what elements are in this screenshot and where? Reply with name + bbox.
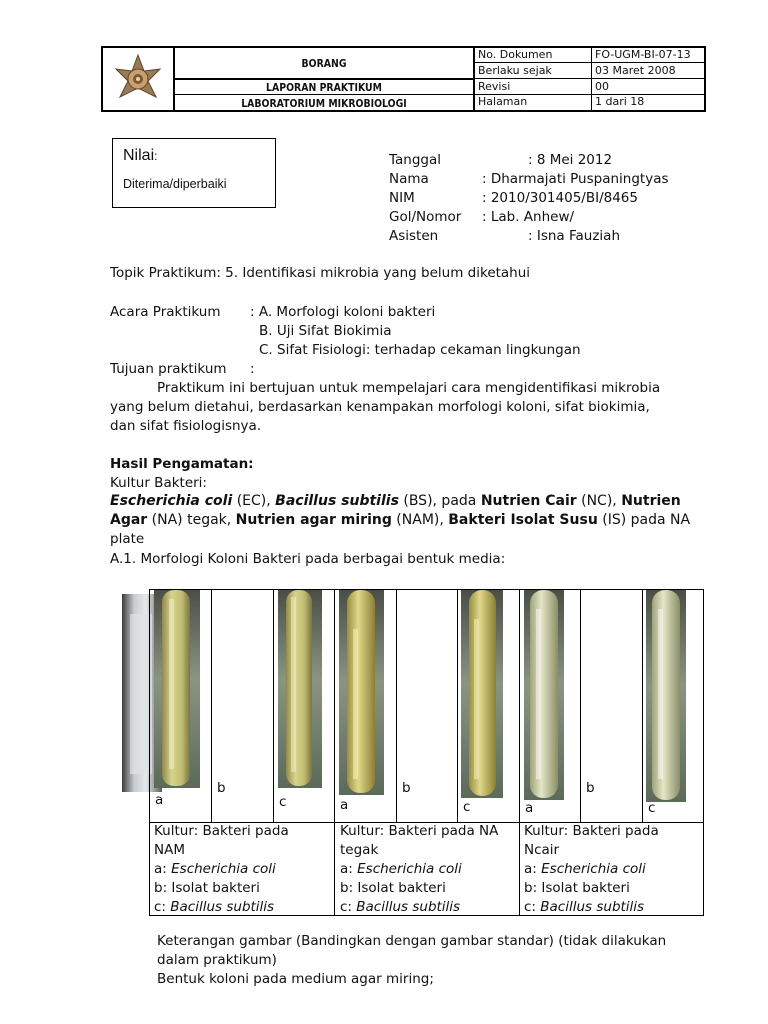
- results-heading: Hasil Pengamatan:: [110, 456, 254, 472]
- tube-label-nc-c: c: [648, 800, 656, 816]
- page-value: 1 dari 18: [595, 95, 645, 108]
- culture-figure-table: [149, 589, 704, 916]
- assistant-value: : Isna Fauziah: [528, 228, 620, 244]
- grade-box: [112, 138, 276, 208]
- assistant-label: Asisten: [389, 228, 439, 244]
- culture-line3: plate: [110, 531, 145, 547]
- practicum-agenda-b: B. Uji Sifat Biokimia: [259, 323, 392, 339]
- group-value: : Lab. Anhew/: [482, 209, 575, 225]
- practicum-agenda-a: : A. Morfologi koloni bakteri: [250, 304, 436, 320]
- note-line1: Keterangan gambar (Bandingkan dengan gambar standar) (tidak dilakukan: [157, 933, 667, 949]
- nim-label: NIM: [389, 190, 415, 206]
- practicum-goal-colon: :: [250, 361, 255, 377]
- note-line3: Bentuk koloni pada medium agar miring;: [157, 971, 434, 987]
- practicum-goal-line2: yang belum dietahui, berdasarkan kenampakan morfologi koloni, sifat biokimia,: [110, 399, 650, 415]
- nim-value: : 2010/301405/BI/8465: [482, 190, 638, 206]
- page-label: Halaman: [478, 95, 528, 108]
- valid-since-value: 03 Maret 2008: [595, 64, 676, 77]
- practicum-agenda-label: Acara Praktikum: [110, 304, 221, 320]
- note-line2: dalam praktikum): [157, 952, 277, 968]
- grade-label: Nilai: [123, 147, 155, 164]
- revision-label: Revisi: [478, 80, 511, 93]
- practicum-goal-label: Tujuan praktikum: [110, 361, 227, 377]
- doc-number-label: No. Dokumen: [478, 48, 553, 61]
- caption-na-tegak: Kultur: Bakteri pada NA tegak a: Escherichia coli b: Isolat bakteri c: Bacillus subtilis: [340, 823, 499, 915]
- culture-label: Kultur Bakteri:: [110, 475, 207, 491]
- doc-number-value: FO-UGM-BI-07-13: [595, 48, 691, 61]
- culture-line2: Agar (NA) tegak, Nutrien agar miring (NAM), Bakteri Isolat Susu (IS) pada NA: [110, 512, 691, 528]
- grade-colon: :: [154, 149, 158, 163]
- revision-value: 00: [595, 80, 609, 93]
- tube-label-na-b: b: [402, 780, 411, 796]
- figure-a1-title: A.1. Morfologi Koloni Bakteri pada berbagai bentuk media:: [110, 551, 506, 567]
- document-header-table: [101, 46, 706, 112]
- group-label: Gol/Nomor: [389, 209, 462, 225]
- valid-since-label: Berlaku sejak: [478, 64, 552, 77]
- tube-label-nam-a: a: [155, 792, 164, 808]
- tube-label-na-a: a: [340, 797, 349, 813]
- name-value: : Dharmajati Puspaningtyas: [482, 171, 669, 187]
- tube-label-nc-b: b: [586, 780, 595, 796]
- practicum-topic: Topik Praktikum: 5. Identifikasi mikrobia yang belum diketahui: [110, 265, 531, 281]
- tube-label-nc-a: a: [525, 800, 534, 816]
- header-title-laporan: LAPORAN PRAKTIKUM: [266, 81, 382, 94]
- practicum-goal-line3: dan sifat fisiologisnya.: [110, 418, 262, 434]
- tube-photos: [149, 589, 704, 822]
- practicum-goal-line1: Praktikum ini bertujuan untuk mempelajari cara mengidentifikasi mikrobia: [157, 380, 661, 396]
- caption-ncair: Kultur: Bakteri pada Ncair a: Escherichia coli b: Isolat bakteri c: Bacillus subtilis: [524, 823, 659, 915]
- caption-nam: Kultur: Bakteri pada NAM a: Escherichia coli b: Isolat bakteri c: Bacillus subtilis: [154, 823, 289, 915]
- tube-label-na-c: c: [463, 799, 471, 815]
- tube-label-nam-c: c: [279, 794, 287, 810]
- date-label: Tanggal: [389, 152, 442, 168]
- tube-label-nam-b: b: [217, 780, 226, 796]
- grade-status: Diterima/diperbaiki: [123, 177, 227, 191]
- ugm-logo-cell: [103, 48, 175, 110]
- ugm-seal-icon: [103, 48, 173, 110]
- header-title-borang: BORANG: [301, 57, 347, 70]
- date-value: : 8 Mei 2012: [528, 152, 613, 168]
- practicum-agenda-c: C. Sifat Fisiologi: terhadap cekaman lingkungan: [259, 342, 581, 358]
- header-title-laboratorium: LABORATORIUM MIKROBIOLOGI: [241, 97, 407, 110]
- name-label: Nama: [389, 171, 429, 187]
- culture-line1: Escherichia coli (EC), Bacillus subtilis (BS), pada Nutrien Cair (NC), Nutrien: [110, 493, 681, 509]
